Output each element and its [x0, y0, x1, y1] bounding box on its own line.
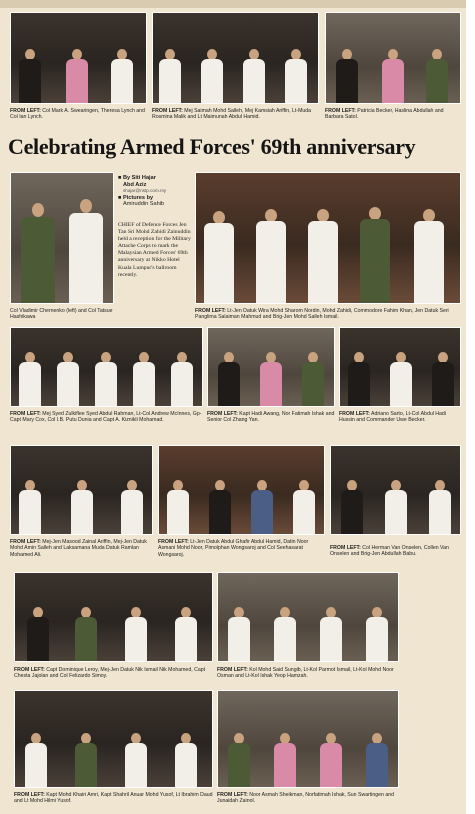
caption-10: FROM LEFT: Lt-Jen Datuk Abdul Ghafir Abdul Hamid, Datin Noor Asmani Mohd Noor, Pimolphan Wongsaroj and Col Seehasarat Wongsaroj. [158, 539, 309, 558]
article-body: CHIEF of Defence Forces Jen Tan Sri Mohd Zahidi Zainuddin held a reception for the Military Attache Corps to mark the Malaysian Armed Forces' 69th anniversary at Nikko Hotel Kuala Lumpur's ballroom recently. [118, 222, 191, 278]
photo-said-sungib-group [217, 572, 399, 662]
headline: Celebrating Armed Forces' 69th anniversary [8, 134, 416, 159]
photo-ghafir-asmani-wongsaroj [158, 445, 325, 535]
page-header-strip [0, 0, 466, 8]
photo-van-onselen-babu [330, 445, 461, 535]
caption-13: FROM LEFT: Kol Mohd Said Sungib, Lt-Kol Parmot Ismail, Lt-Kol Mohd Noor Osman and Lt-Kol Ishak Yeop Hamzah. [217, 667, 394, 680]
photo-sarto-hadi-becker [339, 327, 461, 407]
photo-leroy-group [14, 572, 213, 662]
photo-swearingen-lynch [10, 12, 147, 104]
caption-5: FROM LEFT: Lt-Jen Datuk Wira Mohd Sharom Nordin, Mohd Zahidi, Commodore Fahim Khan, Jen Datuk Seri Panglima Salaiman Mahmud and Brig-Jen Mohd Salleh Ismail. [195, 308, 449, 321]
caption-2: FROM LEFT: Mej Saimah Mohd Salleh, Mej Kamsiah Ariffin, Lt-Muda Rosmina Malik and Lt Maimunah Abdul Hamid. [152, 108, 312, 121]
caption-12: FROM LEFT: Capt Dominique Leroy, Mej-Jen Datuk Nik Ismail Nik Mohamed, Capt Chesta Jajolan and Col Felizardo Simoy. [14, 667, 206, 680]
caption-11: FROM LEFT: Col Herman Van Onselen, Collen Van Onselen and Brig-Jen Abdullah Babu. [330, 545, 449, 558]
caption-1: FROM LEFT: Col Mark A. Swearingen, Theresa Lynch and Col Ian Lynch. [10, 108, 145, 121]
caption-7: FROM LEFT: Kapt Hadi Awang, Nor Fatimah Ishak and Senior Col Zhang Yan. [207, 411, 335, 424]
caption-8: FROM LEFT: Adriano Sarto, Lt-Col Abdul Hadi Hussin and Commander Uwe Becker. [339, 411, 446, 424]
photo-syed-zulkiflee-group [10, 327, 203, 407]
caption-9: FROM LEFT: Mej-Jen Masood Zainal Ariffin, Mej-Jen Datuk Mohd Amin Salleh and Laksamana Muda Datuk Ramlan Mohamed Ali. [10, 539, 147, 558]
photo-chernenko-hashikawa [10, 172, 114, 304]
photo-khairi-group [14, 690, 213, 788]
caption-14: FROM LEFT: Kapt Mohd Khairi Amri, Kapt Shahril Anuar Mohd Yusof, Lt Ibrahim Daud and Lt Mohd Hilmi Yusof. [14, 792, 213, 805]
photo-becker-haslina-satol [325, 12, 461, 104]
photo-generals-group [195, 172, 461, 304]
photo-masood-amin-ramlan [10, 445, 153, 535]
byline: ■ By Siti Hajar Abd Aziz shajar@nstp.com.my ■ Pictures by Amiruddin Sahib [118, 175, 167, 208]
caption-4: Col Vladimir Chernenko (left) and Col Tatsue Hashikawa [10, 308, 113, 321]
photo-women-officers [152, 12, 319, 104]
caption-6: FROM LEFT: Mej Syed Zulkiflee Syed Abdul Rahman, Lt-Col Andrew McInnes, Gp-Capt Mary Cox, Col I.B. Putu Dunia and Capt A. Kiznikli Mohamad. [10, 411, 202, 424]
caption-3: FROM LEFT: Patricia Becker, Haslina Abdullah and Barbara Satol. [325, 108, 444, 121]
photo-hadi-fatimah-zhang [207, 327, 335, 407]
photo-noor-asmah-group [217, 690, 399, 788]
caption-15: FROM LEFT: Noor Asmah Sheikman, Norfatimah Ishak, Sun Swartingen and Junaidah Zainol. [217, 792, 395, 805]
